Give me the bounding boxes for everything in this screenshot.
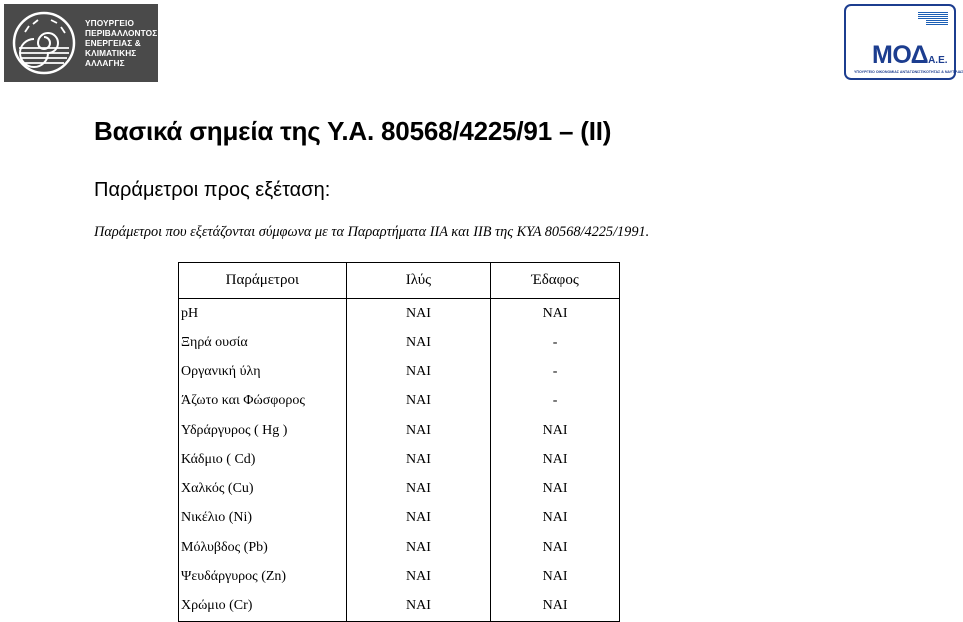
sludge-cell: ΝΑΙ: [346, 475, 490, 504]
table-row: [179, 533, 620, 562]
parameter-cell: Νικέλιο (Ni): [179, 504, 347, 533]
note-text: Παράμετροι που εξετάζονται σύμφωνα με τα Παραρτήματα ΙΙΑ και ΙΙΒ της ΚΥΑ 80568/4225/1991.: [94, 224, 650, 240]
parameter-cell: Μόλυβδος (Pb): [179, 533, 347, 562]
page-title: Βασικά σημεία της Υ.Α. 80568/4225/91 – (ΙΙ): [94, 116, 612, 146]
parameter-cell: Ψευδάργυρος (Zn): [179, 562, 347, 591]
parameter-cell: Ξηρά ουσία: [179, 328, 347, 357]
parameter-cell: Χαλκός (Cu): [179, 475, 347, 504]
sludge-cell: ΝΑΙ: [346, 562, 490, 591]
parameters-table: [178, 262, 620, 622]
page-subtitle: Παράμετροι προς εξέταση:: [94, 179, 331, 201]
ministry-name: ΥΠΟΥΡΓΕΙΟ ΠΕΡΙΒΑΛΛΟΝΤΟΣ ΕΝΕΡΓΕΙΑΣ & ΚΛΙΜΑΤΙΚΗΣ ΑΛΛΑΓΗΣ: [85, 18, 158, 68]
table-row: [179, 504, 620, 533]
sludge-cell: ΝΑΙ: [346, 504, 490, 533]
soil-cell: -: [491, 358, 620, 387]
parameter-cell: Χρώμιο (Cr): [179, 592, 347, 622]
table-header-row: [179, 263, 620, 299]
soil-cell: -: [491, 387, 620, 416]
table-row: [179, 592, 620, 622]
soil-cell: ΝΑΙ: [491, 533, 620, 562]
header-parameters: Παράμετροι: [179, 263, 347, 299]
header-sludge: Ιλύς: [346, 263, 490, 299]
sludge-cell: ΝΑΙ: [346, 299, 490, 329]
parameter-cell: Άζωτο και Φώσφορος: [179, 387, 347, 416]
table-row: [179, 445, 620, 474]
parameter-cell: Κάδμιο ( Cd): [179, 445, 347, 474]
sludge-cell: ΝΑΙ: [346, 416, 490, 445]
sludge-cell: ΝΑΙ: [346, 533, 490, 562]
table-row: [179, 562, 620, 591]
flag-stripes-icon: [926, 20, 948, 26]
table-row: [179, 475, 620, 504]
flag-stripes-icon: [918, 12, 948, 19]
header-soil: Έδαφος: [491, 263, 620, 299]
parameter-cell: Υδράργυρος ( Hg ): [179, 416, 347, 445]
sludge-cell: ΝΑΙ: [346, 328, 490, 357]
soil-cell: ΝΑΙ: [491, 445, 620, 474]
mod-logo-mark: ΜΟΔΑ.Ε.: [872, 41, 948, 69]
ministry-logo: [4, 4, 158, 82]
soil-cell: ΝΑΙ: [491, 562, 620, 591]
parameter-cell: Οργανική ύλη: [179, 358, 347, 387]
soil-cell: ΝΑΙ: [491, 504, 620, 533]
soil-cell: ΝΑΙ: [491, 299, 620, 329]
table-row: [179, 299, 620, 329]
sludge-cell: ΝΑΙ: [346, 592, 490, 622]
table-row: [179, 387, 620, 416]
mod-tagline: ΥΠΟΥΡΓΕΙΟ ΟΙΚΟΝΟΜΙΑΣ ΑΝΤΑΓΩΝΙΣΤΙΚΟΤΗΤΑΣ & ΝΑΥΤΙΛΙΑΣ: [854, 70, 963, 74]
soil-cell: ΝΑΙ: [491, 592, 620, 622]
sludge-cell: ΝΑΙ: [346, 358, 490, 387]
table-row: [179, 328, 620, 357]
ministry-emblem-icon: [11, 10, 77, 76]
table-row: [179, 416, 620, 445]
mod-logo: [844, 4, 963, 80]
sludge-cell: ΝΑΙ: [346, 445, 490, 474]
sludge-cell: ΝΑΙ: [346, 387, 490, 416]
table-row: [179, 358, 620, 387]
soil-cell: -: [491, 328, 620, 357]
soil-cell: ΝΑΙ: [491, 475, 620, 504]
parameter-cell: pH: [179, 299, 347, 329]
soil-cell: ΝΑΙ: [491, 416, 620, 445]
